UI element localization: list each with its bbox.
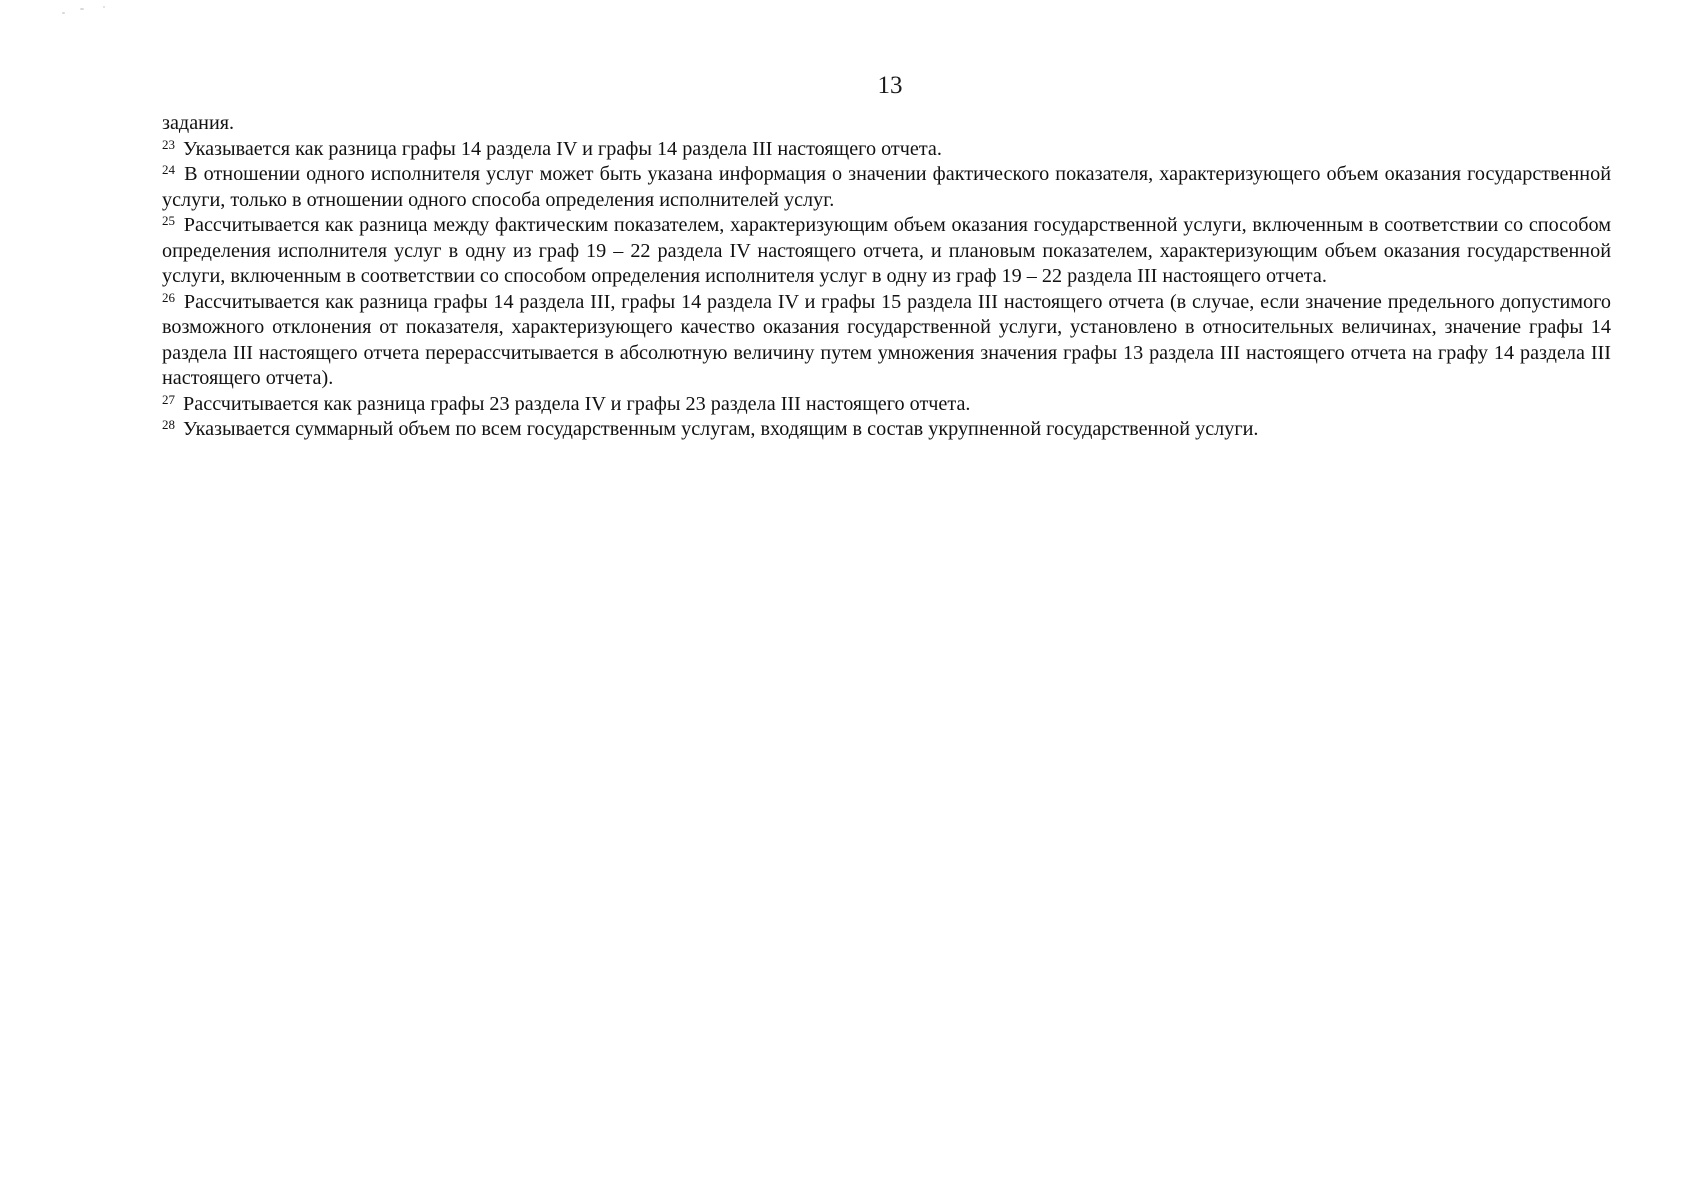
footnote-27 bbox=[162, 392, 1611, 418]
footnote-marker: 25 bbox=[162, 213, 175, 228]
footnote-text: Рассчитывается как разница между фактическим показателем, характеризующим объем оказания государственной услуги, включенным в соответствии со способом определения исполнителя услуг в одну из граф 19 – 22 раздела IV настоящего отчета, и плановым показателем, характеризующим объем оказания государственной услуги, включенным в соответствии со способом определения исполнителя услуг в одну из граф 19 – 22 раздела III настоящего отчета. bbox=[162, 214, 1611, 287]
scan-speck bbox=[62, 12, 65, 14]
footnote-24 bbox=[162, 162, 1611, 213]
footnote-25 bbox=[162, 213, 1611, 290]
footnote-text: Указывается суммарный объем по всем государственным услугам, входящим в состав укрупненной государственной услуги. bbox=[183, 418, 1259, 440]
footnote-26 bbox=[162, 290, 1611, 392]
page-number: 13 bbox=[877, 72, 903, 99]
footnote-marker: 27 bbox=[162, 391, 175, 407]
scan-speck bbox=[80, 8, 84, 10]
footnotes-block bbox=[162, 111, 1611, 443]
footnote-text: Указывается как разница графы 14 раздела IV и графы 14 раздела III настоящего отчета. bbox=[183, 137, 942, 160]
footnote-28 bbox=[162, 417, 1611, 443]
footnote-23 bbox=[162, 137, 1611, 163]
scan-speck bbox=[103, 6, 105, 8]
footnote-text: Рассчитывается как разница графы 14 раздела III, графы 14 раздела IV и графы 15 раздела III настоящего отчета (в случае, если значение предельного допустимого возможного отклонения от показателя, характеризующего качество оказания государственной услуги, установлено в относительных величинах, значение графы 14 раздела III настоящего отчета перерассчитывается в абсолютную величину путем умножения значения графы 13 раздела III настоящего отчета на графу 14 раздела III настоящего отчета). bbox=[162, 290, 1612, 389]
footnote-text: В отношении одного исполнителя услуг может быть указана информация о значении фактического показателя, характеризующего объем оказания государственной услуги, только в отношении одного способа определения исполнителей услуг. bbox=[162, 163, 1611, 211]
footnote-marker: 28 bbox=[162, 417, 175, 432]
footnote-marker: 23 bbox=[162, 136, 175, 152]
footnote-marker: 26 bbox=[162, 289, 175, 305]
footnote-text: Рассчитывается как разница графы 23 раздела IV и графы 23 раздела III настоящего отчета. bbox=[183, 392, 971, 415]
footnote-continuation bbox=[162, 111, 1611, 137]
footnote-marker: 24 bbox=[162, 162, 175, 177]
footnote-text: задания. bbox=[162, 112, 235, 134]
